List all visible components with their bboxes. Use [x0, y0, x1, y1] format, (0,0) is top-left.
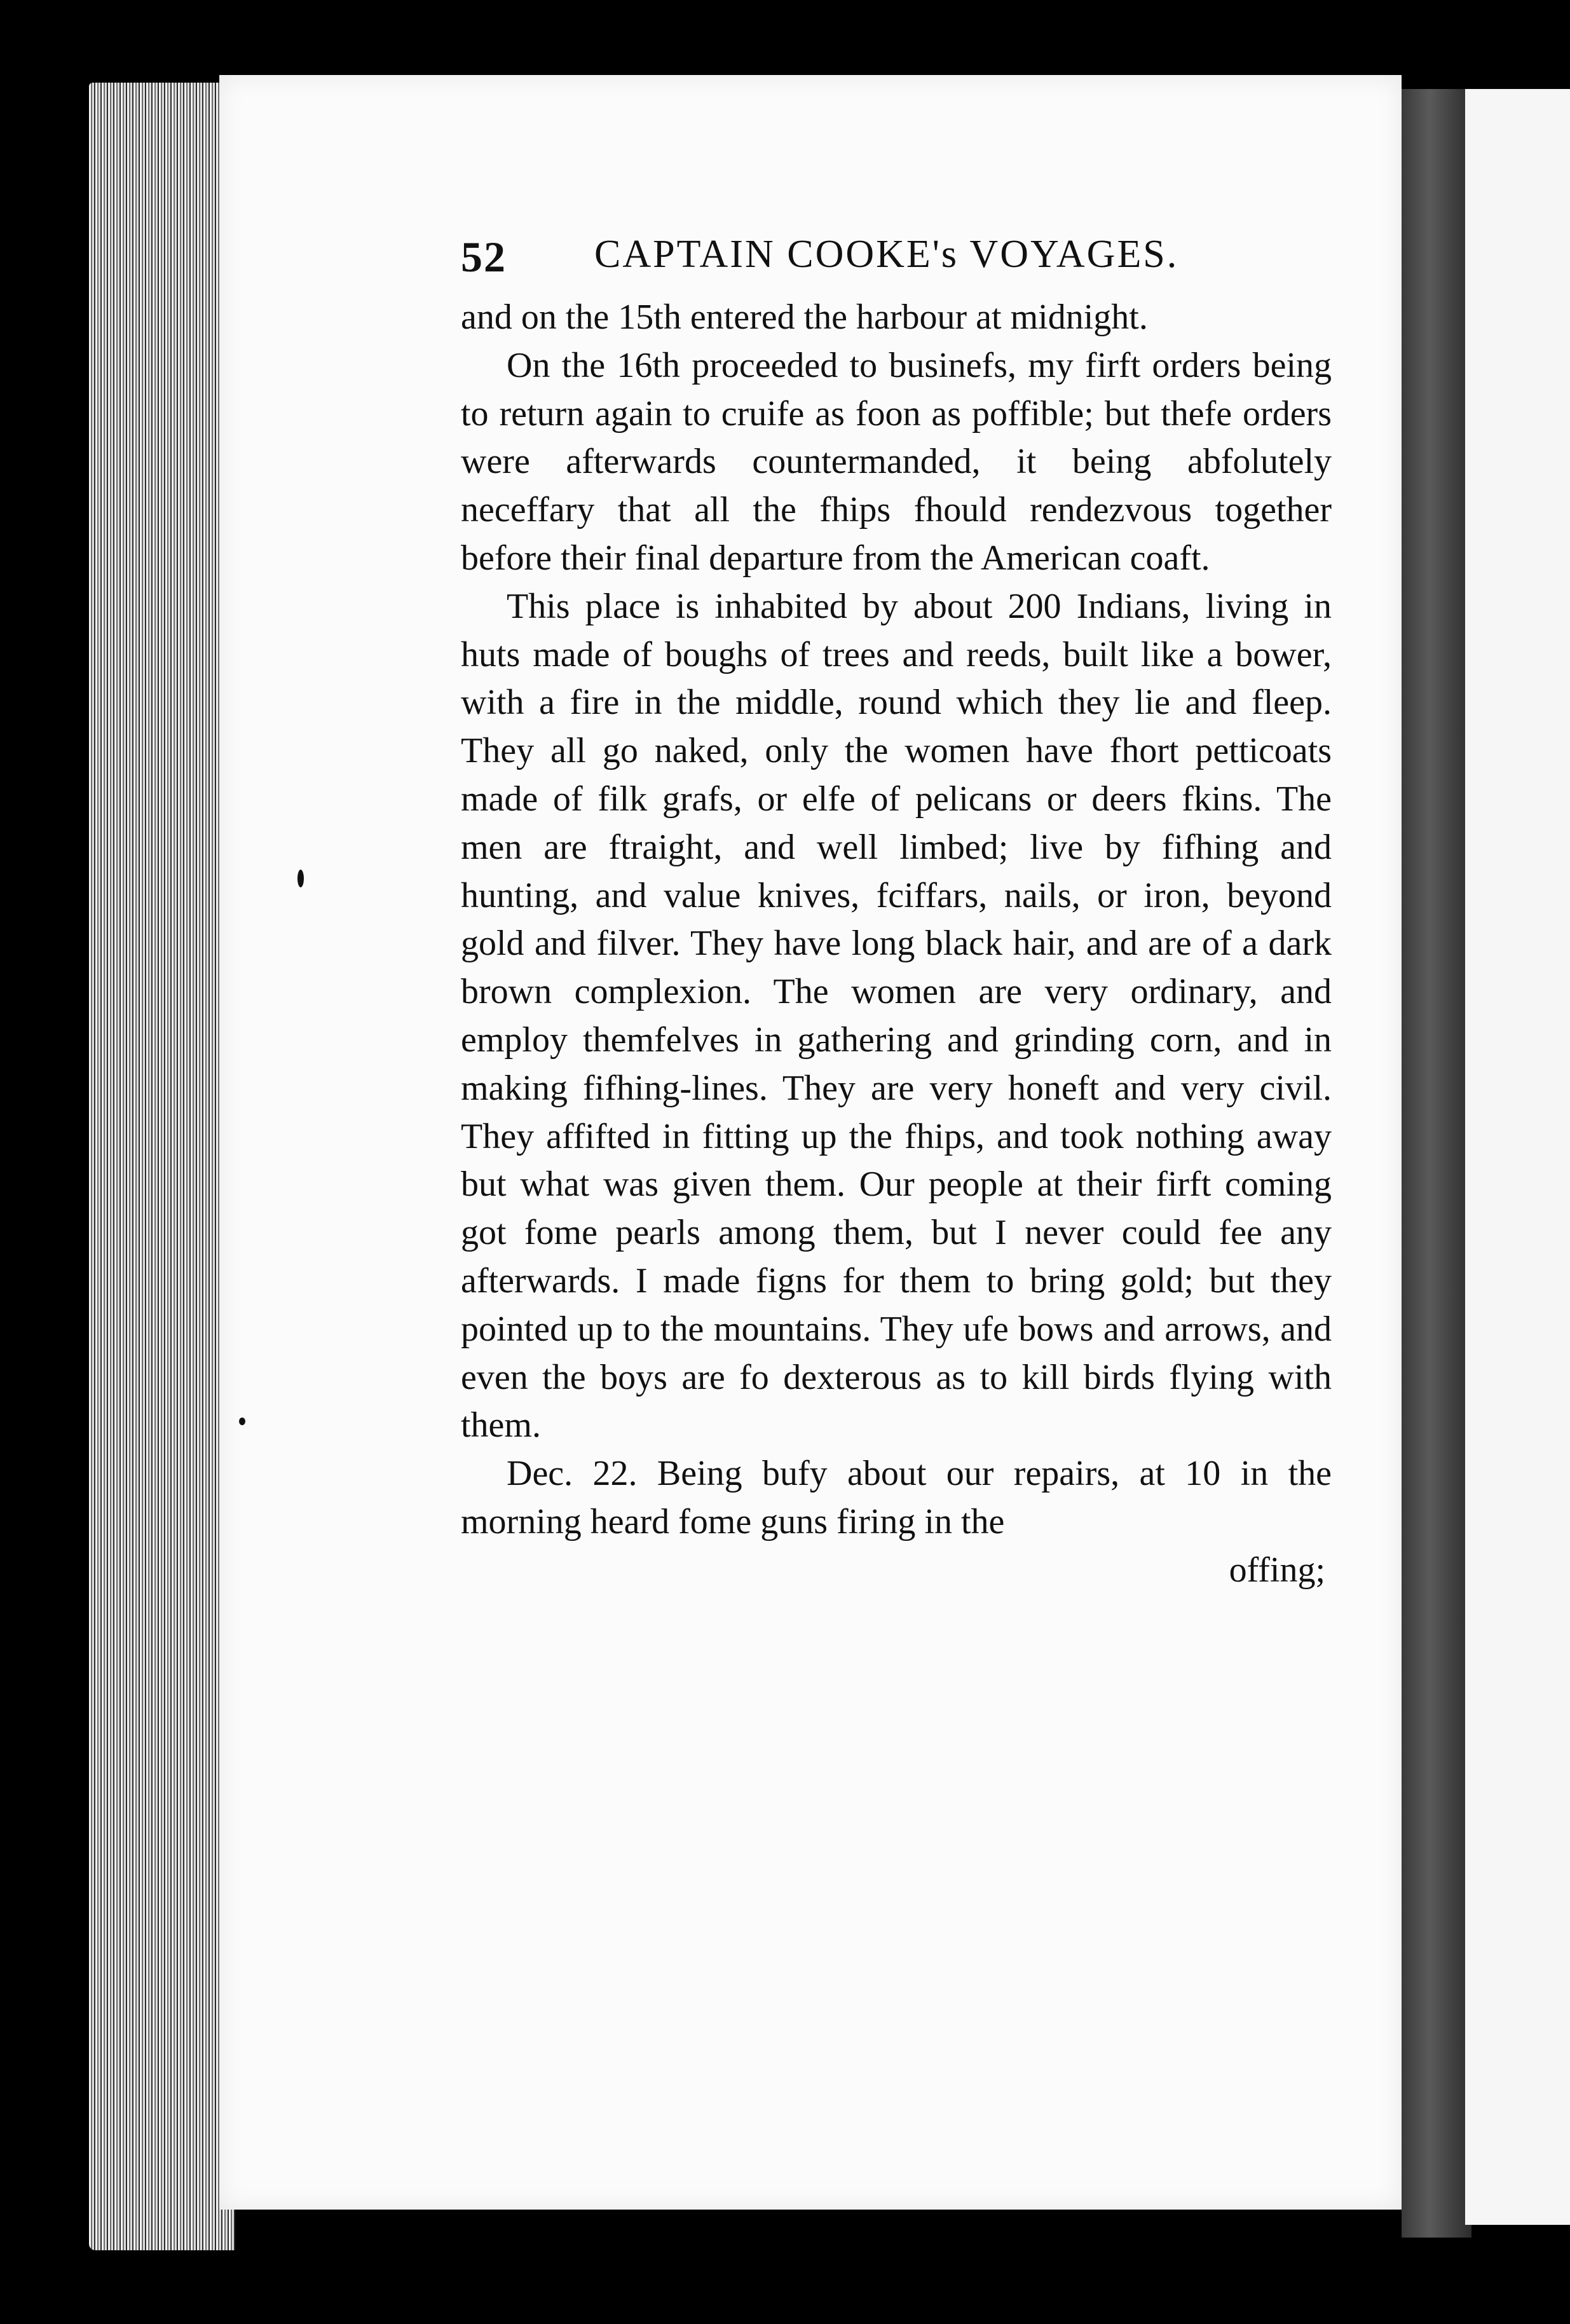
paragraph: This place is inhabited by about 200 Indians, living in huts made of boughs of trees and reeds, built like a bower, with a fire in the middle, round which they lie and fleep. They all go naked, only the women have fhort petticoats made of filk grafs, or elfe of pelicans or deers fkins. The men are ftraight, and well limbed; live by fifhing and hunting, and value knives, fciffars, nails, or iron, beyond gold and filver. They have long black hair, and are of a dark brown complexion. The women are very ordinary, and employ themfelves in gathering and grinding corn, and in making fifhing-lines. They are very honeft and very civil. They affifted in fitting up the fhips, and took nothing away but what was given them. Our people at their firft coming got fome pearls among them, but I never could fee any afterwards. I made figns for them to bring gold; but they pointed up to the mountains. They ufe bows and arrows, and even the boys are fo dexterous as to kill birds flying with them. — [461, 586, 1332, 1446]
paragraph: and on the 15th entered the harbour at midnight. — [461, 297, 1148, 337]
gutter-shadow — [1402, 89, 1471, 2238]
ink-speck — [297, 870, 304, 887]
ink-speck — [239, 1418, 245, 1425]
body-text — [461, 294, 1332, 1595]
paragraph: Dec. 22. Being bufy about our repairs, at 10 in the morning heard fome guns firing in the — [461, 1454, 1332, 1541]
catchword: offing; — [1229, 1550, 1325, 1590]
page-number: 52 — [461, 233, 507, 281]
page-edges — [89, 83, 235, 2250]
next-page-edge — [1465, 89, 1570, 2225]
running-head — [461, 232, 1243, 302]
page-title: CAPTAIN COOKE's VOYAGES. — [594, 233, 1179, 276]
paragraph: On the 16th proceeded to businefs, my firft orders being to return again to cruife as foon as poffible; but thefe orders were afterwards countermanded, it being abfolutely neceffary that all the fhips fhould rendezvous together before their final departure from the American coaft. — [461, 345, 1332, 578]
